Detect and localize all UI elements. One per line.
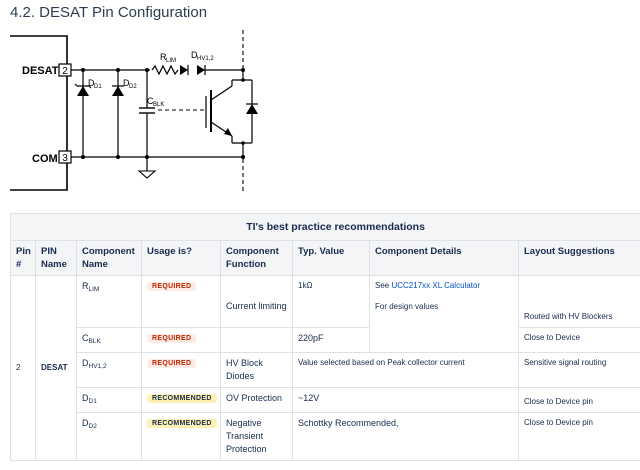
svg-text:C: C [147, 96, 154, 106]
pin3-number: 3 [62, 153, 68, 164]
col-header-typ-value: Typ. Value [293, 241, 370, 276]
svg-text:D: D [88, 78, 95, 88]
recommendation-table-wrapper [10, 213, 640, 461]
function-cell: Negative Transient Protection [221, 413, 293, 461]
svg-text:HV1,2: HV1,2 [197, 56, 214, 62]
value-cell: ~12V [293, 388, 519, 413]
layout-cell: Sensitive signal routing [519, 353, 640, 388]
svg-text:D: D [123, 78, 130, 88]
ic-outline [10, 36, 67, 190]
details-cell: Value selected based on Peak collector current [293, 353, 519, 388]
pin2-number: 2 [62, 66, 68, 77]
col-header-component-function: Component Function [221, 241, 293, 276]
freewheel-diode-symbol [246, 104, 258, 114]
svg-text:D1: D1 [94, 84, 102, 90]
table-row [11, 413, 640, 461]
pin-desat-label: DESAT [22, 65, 59, 77]
table-row [11, 388, 640, 413]
table-row [11, 328, 640, 353]
value-cell: Schottky Recommended, [293, 413, 519, 461]
col-header-usage: Usage is? [142, 241, 221, 276]
ground-symbol [139, 171, 155, 178]
usage-cell [142, 388, 221, 413]
layout-cell: Routed with HV Blockers [519, 276, 640, 328]
pin-name-cell: DESAT [36, 276, 77, 461]
svg-text:D2: D2 [129, 84, 137, 90]
status-badge: REQUIRED [147, 282, 196, 291]
dhv1-diode-symbol [180, 65, 188, 75]
layout-cell: Close to Device pin [519, 388, 640, 413]
status-badge: RECOMMENDED [147, 419, 217, 428]
value-cell: 1kΩ [293, 276, 370, 328]
col-header-layout-suggestions: Layout Suggestions [519, 241, 640, 276]
svg-text:R: R [160, 52, 167, 62]
usage-cell [142, 413, 221, 461]
function-cell: OV Protection [221, 388, 293, 413]
component-name-cell: $D_{HV1,2}$ [77, 353, 142, 388]
component-name-cell: $R_{LIM}$ [77, 276, 142, 328]
usage-cell [142, 328, 221, 353]
calculator-link[interactable]: UCC217xx XL Calculator [391, 281, 481, 290]
usage-cell [142, 353, 221, 388]
page-heading: 4.2. DESAT Pin Configuration [10, 4, 208, 21]
table-row [11, 276, 640, 328]
layout-cell: Close to Device pin [519, 413, 640, 461]
details-cell: See UCC217xx XL Calculator For design values [370, 276, 519, 353]
dhv2-diode-symbol [197, 65, 205, 75]
table-row [11, 353, 640, 388]
status-badge: REQUIRED [147, 359, 196, 368]
col-header-pin: Pin # [11, 241, 36, 276]
usage-cell [142, 276, 221, 328]
svg-text:LIM: LIM [166, 58, 177, 64]
pin-number-cell: 2 [11, 276, 36, 461]
value-cell: 220pF [293, 328, 370, 353]
status-badge: REQUIRED [147, 334, 196, 343]
recommendation-table [10, 213, 640, 461]
table-title: TI's best practice recommendations [11, 214, 640, 241]
component-name-cell: $D_{D1}$ [77, 388, 142, 413]
pin-com-label: COM [32, 153, 58, 165]
svg-text:BLK: BLK [153, 102, 165, 108]
layout-cell: Close to Device [519, 328, 640, 353]
function-cell [221, 328, 293, 353]
component-name-cell: $D_{D2}$ [77, 413, 142, 461]
col-header-component-details: Component Details [370, 241, 519, 276]
component-name-cell: $C_{BLK}$ [77, 328, 142, 353]
status-badge: RECOMMENDED [147, 394, 217, 403]
svg-text:D: D [191, 50, 198, 60]
desat-schematic [0, 28, 270, 196]
function-cell: HV Block Diodes [221, 353, 293, 388]
function-cell: Current limiting [221, 276, 293, 328]
col-header-component-name: Component Name [77, 241, 142, 276]
table-header-row [11, 241, 640, 276]
col-header-pin-name: PIN Name [36, 241, 77, 276]
